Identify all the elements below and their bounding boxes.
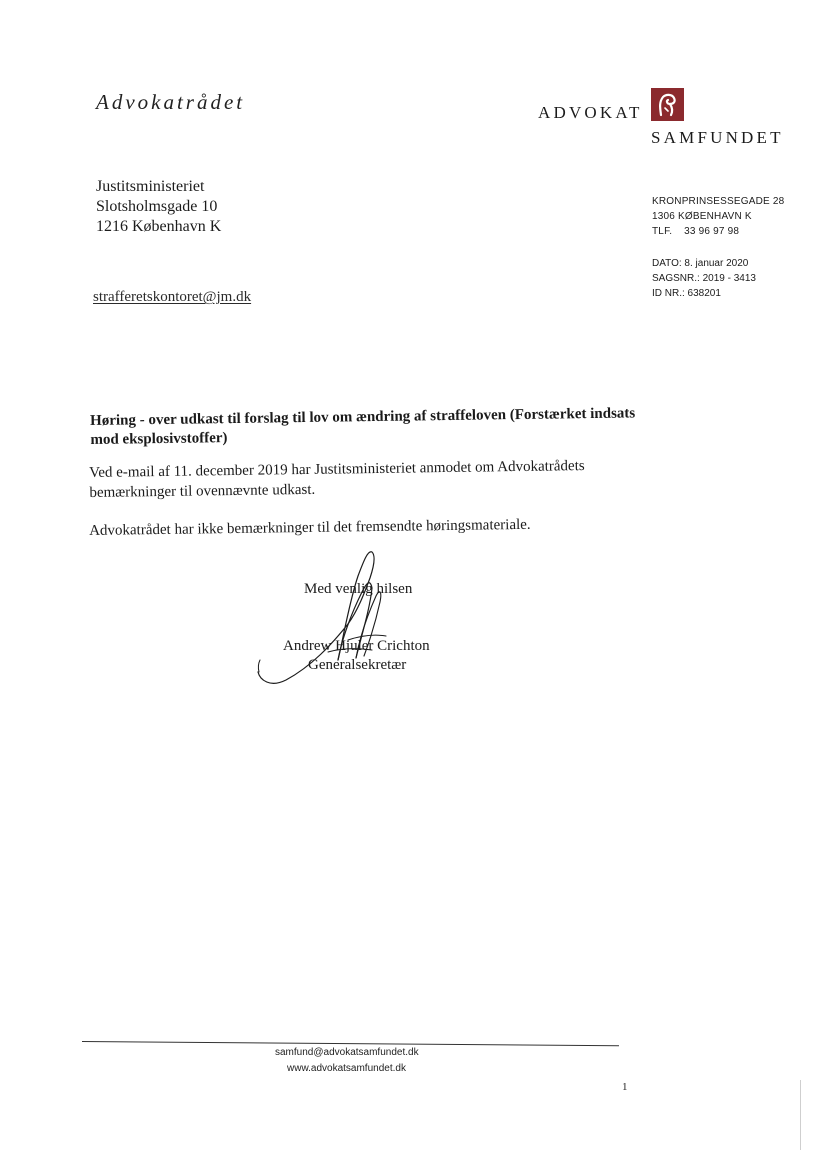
footer-divider [82,1041,619,1046]
signer-name: Andrew Hjuler Crichton [283,638,430,654]
recipient-line: Slotsholmsgade 10 [96,198,218,215]
logo-text-samfundet: SAMFUNDET [651,128,784,147]
sender-street: KRONPRINSESSEGADE 28 [652,196,785,207]
logo-text-advokat: ADVOKAT [538,103,643,122]
body-paragraph: Ved e-mail af 11. december 2019 har Justitsministeriet anmodet om Advokatrådets bemærkninger til ovennævnte udkast. [89,458,585,501]
closing-greeting: Med venlig hilsen [304,581,413,597]
sender-city: 1306 KØBENHAVN K [652,211,752,222]
case-number: SAGSNR.: 2019 - 3413 [652,273,756,284]
scan-edge [800,1080,801,1150]
logo-emblem-icon [651,88,684,121]
letter-subject: Høring - over udkast til forslag til lov om ændring af straffeloven (Forstærket indsats mod eksplosivstoffer) [90,405,636,448]
footer-website[interactable]: www.advokatsamfundet.dk [287,1063,406,1074]
recipient-address [96,177,221,237]
page-number: 1 [622,1081,628,1093]
id-number: ID NR.: 638201 [652,288,721,299]
recipient-line: 1216 København K [96,218,222,235]
signer-title: Generalsekretær [308,657,407,673]
letter-date: DATO: 8. januar 2020 [652,258,749,269]
recipient-email-link[interactable]: strafferetskontoret@jm.dk [93,289,252,305]
handwritten-signature [252,548,392,690]
sender-address [652,194,784,239]
footer-email[interactable]: samfund@advokatsamfundet.dk [275,1047,419,1058]
letter-meta [652,256,756,301]
recipient-line: Justitsministeriet [96,178,205,195]
sender-phone: TLF. 33 96 97 98 [652,226,740,237]
council-name: Advokatrådet [96,90,246,114]
body-paragraph: Advokatrådet har ikke bemærkninger til det fremsendte høringsmateriale. [89,516,531,539]
